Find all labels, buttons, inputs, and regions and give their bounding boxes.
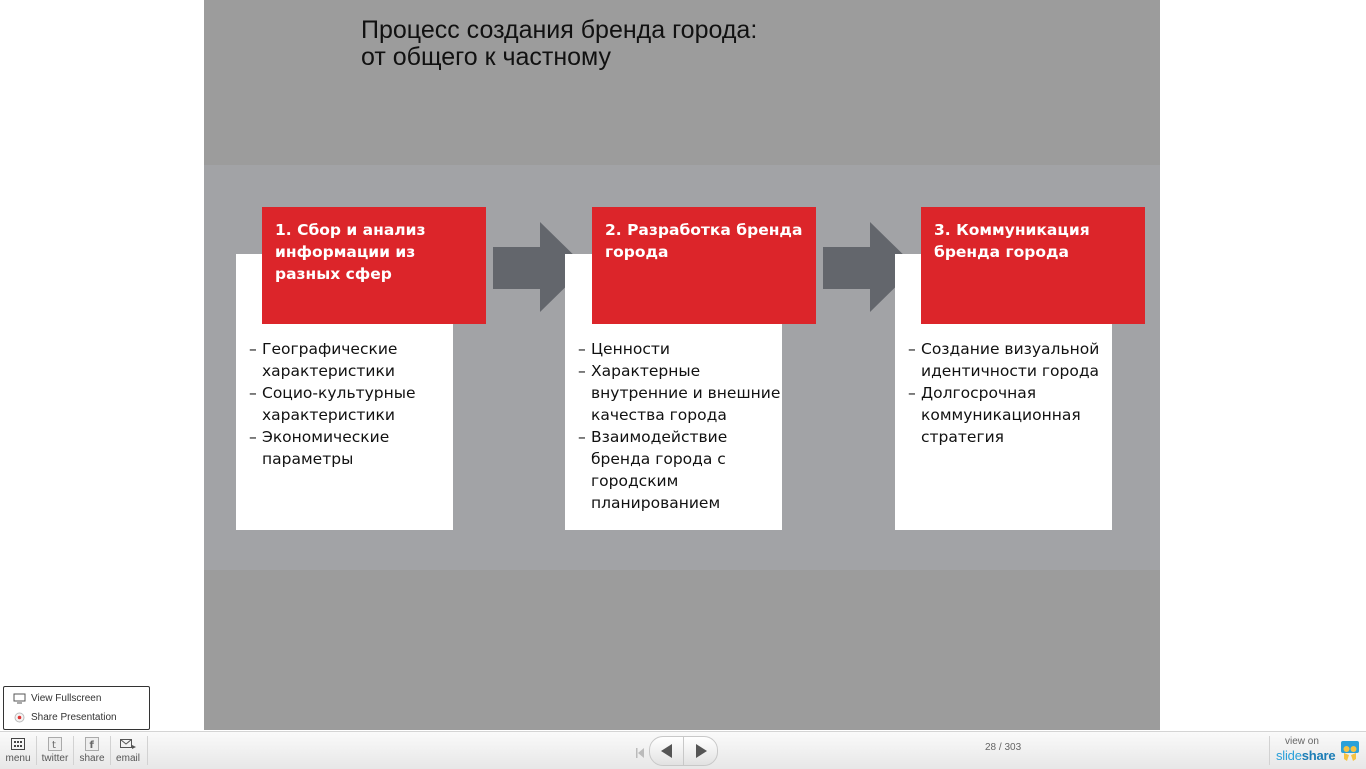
- toolbar-divider: [1269, 736, 1270, 765]
- step-2-heading-line: 2. Разработка бренда: [605, 221, 803, 239]
- twitter-icon: [48, 735, 62, 753]
- list-item-line: – Ценности: [591, 340, 670, 358]
- list-item-line: – Социо-культурные: [262, 384, 416, 402]
- page-count: 28 / 303: [985, 742, 1022, 753]
- email-button[interactable]: [110, 735, 146, 767]
- step-2-heading-line: города: [605, 243, 669, 261]
- step-2-heading: [592, 207, 816, 324]
- list-item: [578, 360, 780, 426]
- list-item-line: стратегия: [921, 428, 1004, 446]
- previous-arrow-icon: [661, 744, 673, 758]
- next-slide-button[interactable]: [683, 736, 718, 766]
- twitter-button[interactable]: [37, 735, 73, 767]
- list-item-line: городским: [591, 472, 679, 490]
- first-slide-icon[interactable]: [636, 745, 644, 763]
- step-1-heading: [262, 207, 486, 324]
- list-item-line: – Характерные: [591, 362, 701, 380]
- list-item: [249, 338, 416, 382]
- slideshare-mascot-icon: [1340, 740, 1360, 767]
- list-item-line: идентичности города: [921, 362, 1100, 380]
- menu-popup: [3, 686, 150, 730]
- svg-text:f: f: [89, 740, 94, 751]
- slide-title: [361, 17, 757, 71]
- step-1-list: [249, 338, 416, 470]
- list-item-line: бренда города с: [591, 450, 726, 468]
- list-item-line: характеристики: [262, 362, 395, 380]
- list-item: [249, 382, 416, 426]
- list-item: [908, 382, 1099, 448]
- twitter-label: twitter: [41, 753, 69, 764]
- list-item-line: – Географические: [262, 340, 398, 358]
- player-toolbar: [0, 731, 1366, 769]
- slideshare-brand-link[interactable]: [1276, 736, 1360, 766]
- step-1-heading-line: информации из: [275, 243, 416, 261]
- list-item-line: – Экономические: [262, 428, 390, 446]
- toolbar-divider: [147, 736, 148, 765]
- view-fullscreen-label: View Fullscreen: [31, 692, 102, 704]
- share-presentation-label: Share Presentation: [31, 711, 117, 723]
- email-label: email: [116, 753, 140, 764]
- slide-title-line-2: от общего к частному: [361, 43, 612, 71]
- step-3-heading-line: 3. Коммуникация: [934, 221, 1090, 239]
- list-item-line: планированием: [591, 494, 721, 512]
- brand-slide-text: slide: [1276, 748, 1302, 763]
- list-item-line: коммуникационная: [921, 406, 1081, 424]
- list-item: [249, 426, 416, 470]
- svg-text:t: t: [52, 740, 56, 751]
- step-2-list: [578, 338, 780, 514]
- step-1-heading-line: разных сфер: [275, 265, 392, 283]
- brand-share-text: share: [1301, 748, 1336, 763]
- facebook-icon: [85, 735, 99, 753]
- previous-slide-button[interactable]: [649, 736, 684, 766]
- step-3-heading: [921, 207, 1145, 324]
- share-label: share: [79, 753, 105, 764]
- view-fullscreen-item[interactable]: [12, 691, 101, 705]
- slide-title-line-1: Процесс создания бренда города:: [361, 16, 758, 44]
- list-item-line: – Взаимодействие: [591, 428, 728, 446]
- share-button[interactable]: [74, 735, 110, 767]
- list-item-line: внутренние и внешние: [591, 384, 781, 402]
- list-item: [578, 338, 780, 360]
- list-item-line: характеристики: [262, 406, 395, 424]
- slideshare-logo: [1276, 748, 1335, 763]
- share-icon: [12, 712, 26, 723]
- step-1-heading-line: 1. Сбор и анализ: [275, 221, 426, 239]
- share-presentation-item[interactable]: [12, 710, 117, 724]
- list-item: [908, 338, 1099, 382]
- email-icon: [120, 735, 136, 753]
- fullscreen-icon: [12, 693, 26, 704]
- list-item-line: параметры: [262, 450, 354, 468]
- step-3-heading-line: бренда города: [934, 243, 1069, 261]
- menu-label: menu: [5, 753, 31, 764]
- step-3-list: [908, 338, 1099, 448]
- list-item-line: – Создание визуальной: [921, 340, 1100, 358]
- view-on-label: view on: [1285, 736, 1319, 747]
- slide-navigation: [632, 736, 722, 765]
- grid-menu-icon: [11, 735, 25, 753]
- list-item-line: качества города: [591, 406, 727, 424]
- menu-button[interactable]: [0, 735, 36, 767]
- list-item-line: – Долгосрочная: [921, 384, 1037, 402]
- list-item: [578, 426, 780, 514]
- next-arrow-icon: [695, 744, 707, 758]
